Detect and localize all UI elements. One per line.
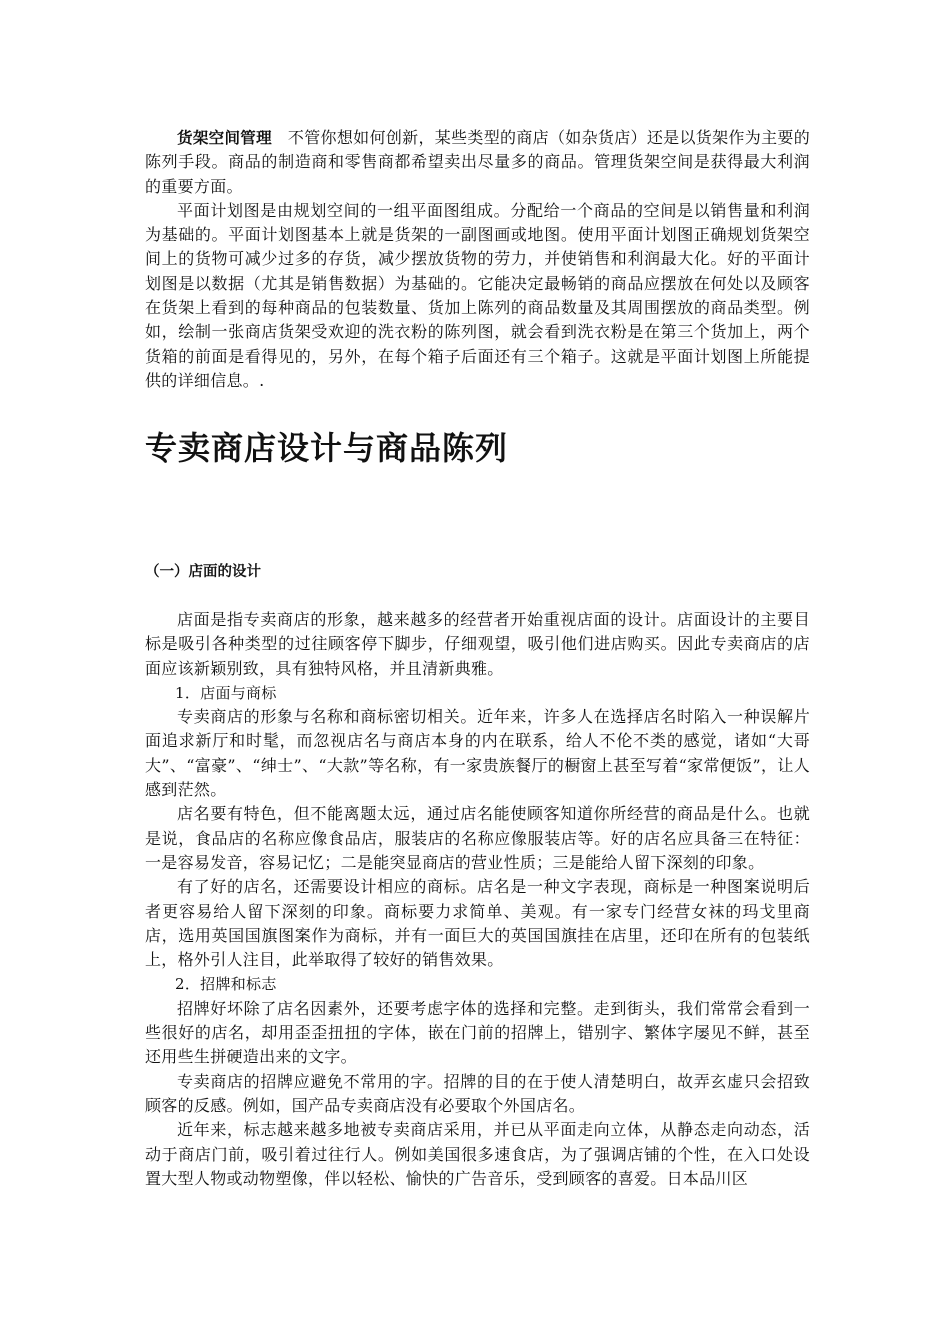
section-paragraph-3: 店名要有特色，但不能离题太远，通过店名能使顾客知道你所经营的商品是什么。也就是说，食品店的名称应像食品店，服装店的名称应像服装店等。好的店名应具备三在特征：一是容易发音，容易记忆；二是能突显商店的营业性质；三是能给人留下深刻的印象。: [145, 804, 810, 872]
subsection-title: （一）店面的设计: [145, 564, 261, 580]
intro-paragraph-1-text: 不管你想如何创新，某些类型的商店（如杂货店）还是以货架作为主要的陈列手段。商品的制造商和零售商都希望卖出尽量多的商品。管理货架空间是获得最大利润的重要方面。: [145, 128, 810, 196]
section-paragraph-4: 有了好的店名，还需要设计相应的商标。店名是一种文字表现，商标是一种图案说明后者更容易给人留下深刻的印象。商标要力求简单、美观。有一家专门经营女袜的玛戈里商店，选用英国国旗图案作为商标，并有一面巨大的英国国旗挂在店里，还印在所有的包装纸上，格外引人注目，此举取得了较好的销售效果。: [145, 877, 810, 970]
section-paragraph-1: 店面是指专卖商店的形象，越来越多的经营者开始重视店面的设计。店面设计的主要目标是吸引各种类型的过往顾客停下脚步，仔细观望，吸引他们进店购买。因此专卖商店的店面应该新颖别致，具有独特风格，并且清新典雅。: [145, 610, 810, 678]
intro-paragraph-1: [145, 126, 810, 199]
section-paragraph-7: 近年来，标志越来越多地被专卖商店采用，并已从平面走向立体，从静态走向动态，活动于商店门前，吸引着过往行人。例如美国很多速食店，为了强调店铺的个性，在入口处设置大型人物或动物塑像，伴以轻松、愉快的广告音乐，受到顾客的喜爱。日本品川区: [145, 1120, 810, 1188]
lead-term: 货架空间管理: [177, 129, 272, 147]
intro-paragraph-2: 平面计划图是由规划空间的一组平面图组成。分配给一个商品的空间是以销售量和利润为基础的。平面计划图基本上就是货架的一副图画或地图。使用平面计划图正确规划货架空间上的货物可减少过多的存货，减少摆放货物的劳力，并使销售和利润最大化。好的平面计划图是以数据（尤其是销售数据）为基础的。它能决定最畅销的商品应摆放在何处以及顾客在货架上看到的每种商品的包装数量、货加上陈列的商品数量及其周围摆放的商品类型。例如，绘制一张商店货架受欢迎的洗衣粉的陈列图，就会看到洗衣粉是在第三个货加上，两个货箱的前面是看得见的，另外，在每个箱子后面还有三个箱子。这就是平面计划图上所能提供的详细信息。.: [145, 200, 810, 390]
list-item-storefront-logo: 1．店面与商标: [175, 683, 277, 702]
section-heading: 专卖商店设计与商品陈列: [145, 429, 509, 467]
list-item-signboard-emblem: 2．招牌和标志: [175, 975, 277, 994]
section-paragraph-6: 专卖商店的招牌应避免不常用的字。招牌的目的在于使人清楚明白，故弄玄虚只会招致顾客的反感。例如，国产品专卖商店没有必要取个外国店名。: [145, 1071, 810, 1115]
intro-block: [145, 126, 810, 393]
section-paragraph-2: 专卖商店的形象与名称和商标密切相关。近年来，许多人在选择店名时陷入一种误解片面追求新厅和时髦，而忽视店名与商店本身的内在联系，给人不伦不类的感觉，诸如“大哥大”、“富豪”、“绅士”、“大款”等名称，有一家贵族餐厅的橱窗上甚至写着“家常便饭”，让人感到茫然。: [145, 707, 810, 800]
section-body: [145, 608, 810, 1191]
section-paragraph-5: 招牌好坏除了店名因素外，还要考虑字体的选择和完整。走到街头，我们常常会看到一些很好的店名，却用歪歪扭扭的字体，嵌在门前的招牌上，错别字、繁体字屡见不鲜，甚至还用些生拼硬造出来的文字。: [145, 998, 810, 1067]
